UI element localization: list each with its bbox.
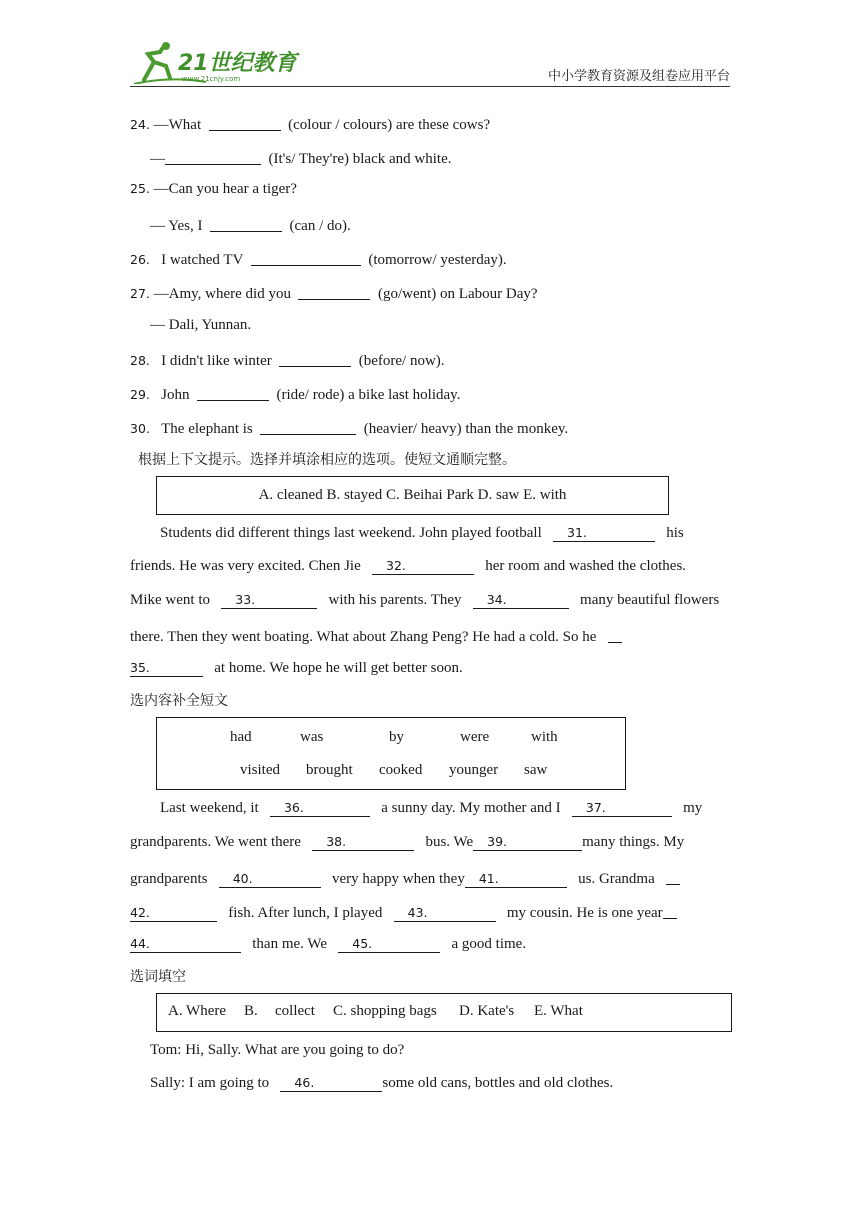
blank-36[interactable]: 36.	[270, 800, 370, 817]
question-24: 24. —What (colour / colours) are these cows?	[130, 112, 490, 135]
word-bank-item: was	[300, 729, 324, 745]
question-27: 27. —Amy, where did you (go/went) on Labour Day?	[130, 281, 538, 304]
answer-blank[interactable]	[279, 350, 351, 367]
answer-blank[interactable]	[165, 148, 261, 165]
blank-33[interactable]: 33.	[221, 592, 317, 609]
passage-2-line-2: grandparents. We went there 38. bus. We 39. many things. My	[130, 834, 685, 850]
option-b-letter: B.	[244, 1003, 258, 1019]
question-25-reply: — Yes, I (can / do).	[150, 213, 351, 236]
answer-blank[interactable]	[209, 114, 281, 131]
answer-blank[interactable]	[197, 384, 269, 401]
word-bank-item: by	[389, 729, 404, 745]
question-25: 25. —Can you hear a tiger?	[130, 181, 297, 197]
platform-name: 中小学教育资源及组卷应用平台	[547, 69, 730, 84]
passage-2-line-1: Last weekend, it 36. a sunny day. My mother and I 37. my	[160, 800, 703, 816]
option-d: D. Kate's	[459, 1003, 515, 1019]
passage-2-line-5: 44. than me. We 45. a good time.	[130, 936, 527, 952]
section-2-instruction: 选内容补全短文	[130, 693, 228, 709]
word-bank-item: younger	[449, 762, 499, 778]
section-1-instruction: 根据上下文提示。选择并填涂相应的选项。使短文通顺完整。	[138, 452, 516, 468]
options-box	[156, 476, 669, 515]
answer-blank[interactable]	[298, 283, 370, 300]
word-bank-item: cooked	[379, 762, 423, 778]
blank-40[interactable]: 40.	[219, 871, 321, 888]
word-bank-box	[156, 717, 626, 790]
blank-32[interactable]: 32.	[372, 558, 474, 575]
passage-2-line-3: grandparents 40. very happy when they 41. us. Grandma	[130, 866, 680, 889]
options-box	[156, 993, 732, 1032]
option-e: E. What	[534, 1003, 583, 1019]
question-27-reply: — Dali, Yunnan.	[150, 317, 252, 333]
options-text: A. cleaned B. stayed C. Beihai Park D. saw E. with	[258, 487, 567, 503]
answer-blank[interactable]	[210, 215, 282, 232]
site-logo	[130, 40, 300, 84]
blank-46[interactable]: 46.	[280, 1075, 382, 1092]
question-30: 30. The elephant is (heavier/ heavy) than the monkey.	[130, 416, 568, 439]
passage-1-line-2: friends. He was very excited. Chen Jie 32. her room and washed the clothes.	[130, 558, 687, 574]
blank-35[interactable]: 35.	[130, 660, 203, 677]
blank-31[interactable]: 31.	[553, 525, 655, 542]
answer-blank[interactable]	[260, 418, 356, 435]
word-bank-item: visited	[240, 762, 280, 778]
question-29: 29. John (ride/ rode) a bike last holiday.	[130, 382, 460, 405]
option-a: A. Where	[168, 1003, 227, 1019]
question-26: 26. I watched TV (tomorrow/ yesterday).	[130, 247, 507, 270]
option-c: C. shopping bags	[333, 1003, 437, 1019]
answer-blank[interactable]	[251, 249, 361, 266]
blank-43[interactable]: 43.	[394, 905, 496, 922]
passage-1-line-1: Students did different things last weekend. John played football 31. his	[160, 525, 684, 541]
page-header	[130, 40, 730, 87]
svg-text:21世纪教育: 21世纪教育	[178, 51, 297, 76]
word-bank-item: brought	[306, 762, 353, 778]
passage-2-line-4: 42. fish. After lunch, I played 43. my cousin. He is one year	[130, 900, 677, 923]
passage-1-line-5: 35. at home. We hope he will get better soon.	[130, 660, 463, 676]
passage-1-line-4: there. Then they went boating. What about Zhang Peng? He had a cold. So he	[130, 624, 622, 647]
blank-42[interactable]: 42.	[130, 905, 217, 922]
dialogue-line-2: Sally: I am going to 46. some old cans, bottles and old clothes.	[150, 1075, 614, 1091]
blank-38[interactable]: 38.	[312, 834, 414, 851]
word-bank-item: with	[531, 729, 558, 745]
word-bank-item: saw	[524, 762, 548, 778]
word-bank-item: were	[460, 729, 490, 745]
blank-44[interactable]: 44.	[130, 936, 241, 953]
dialogue-line-1: Tom: Hi, Sally. What are you going to do?	[150, 1042, 405, 1058]
blank-45[interactable]: 45.	[338, 936, 440, 953]
section-3-instruction: 选词填空	[130, 969, 186, 985]
blank-37[interactable]: 37.	[572, 800, 672, 817]
passage-1-line-3: Mike went to 33. with his parents. They 34. many beautiful flowers	[130, 592, 720, 608]
question-24-reply: — (It's/ They're) black and white.	[150, 146, 451, 169]
question-28: 28. I didn't like winter (before/ now).	[130, 348, 445, 371]
svg-text:www.21cnjy.com: www.21cnjy.com	[182, 75, 241, 83]
blank-41[interactable]: 41.	[465, 871, 567, 888]
option-b: collect	[275, 1003, 315, 1019]
word-bank-item: had	[230, 729, 252, 745]
blank-39[interactable]: 39.	[473, 834, 582, 851]
blank-34[interactable]: 34.	[473, 592, 569, 609]
